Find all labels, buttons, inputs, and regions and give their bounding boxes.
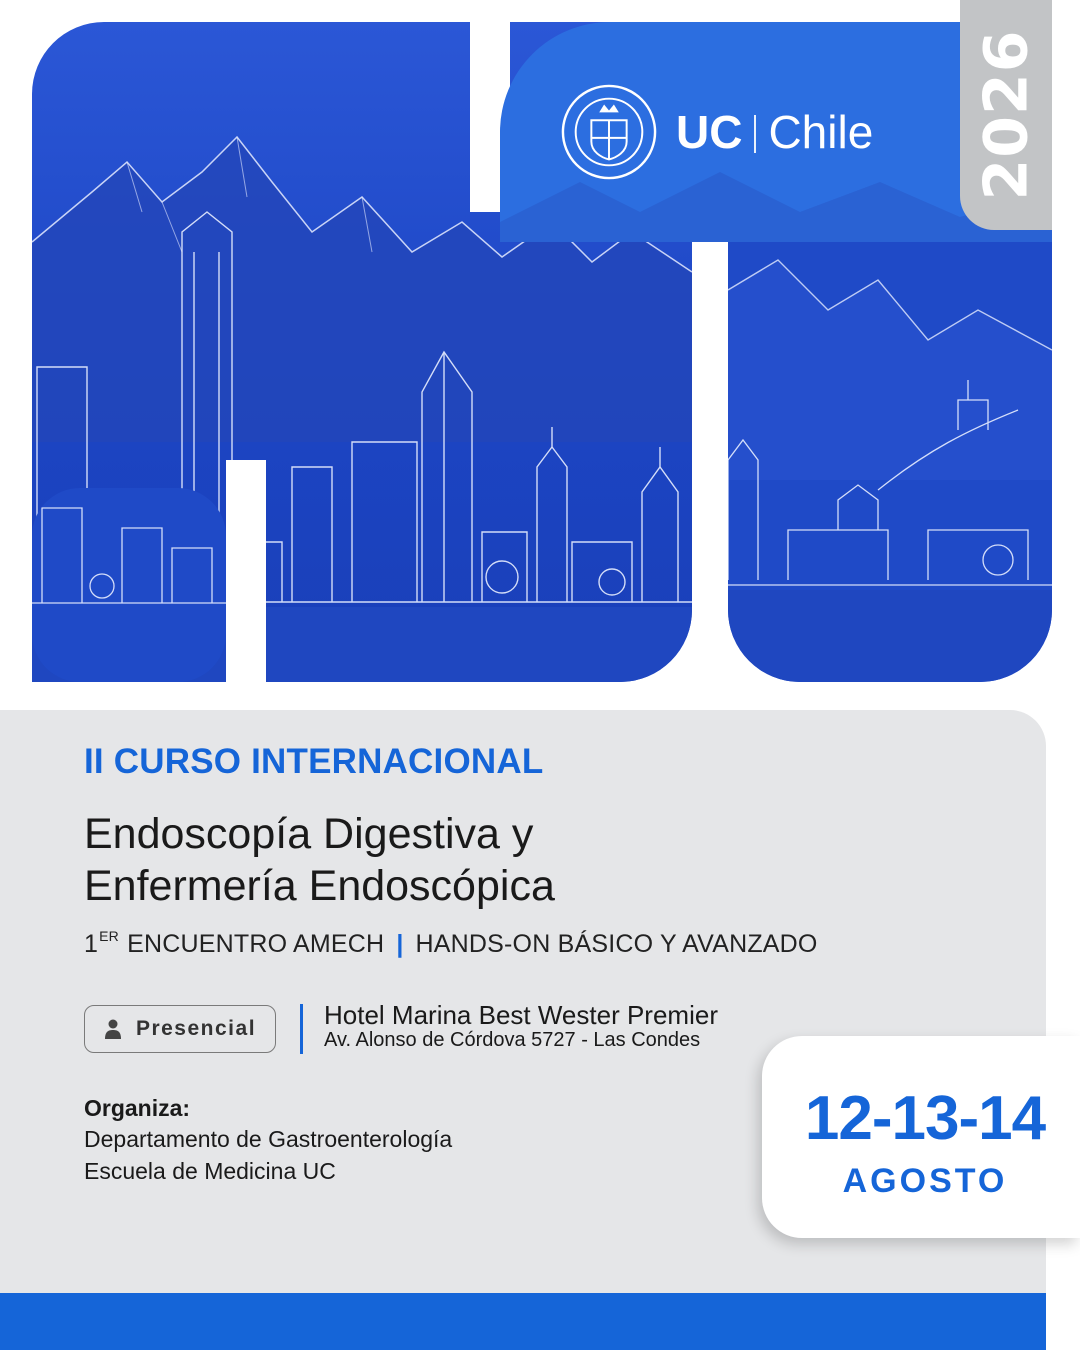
mask [226,460,266,682]
organizer-label: Organiza: [84,1095,191,1121]
course-kicker: II CURSO INTERNACIONAL [84,742,544,781]
organizer-department: Departamento de Gastroenterología [84,1126,453,1152]
venue-divider [300,1004,303,1054]
year-label: 2026 [971,29,1041,201]
skyline-illustration-small [32,488,226,682]
venue-name: Hotel Marina Best Wester Premier [324,1000,718,1030]
encounter-ordinal: ER [99,928,119,944]
brand-wordmark [676,105,873,159]
hands-on-text: HANDS-ON BÁSICO Y AVANZADO [415,930,818,958]
course-title-line2: Enfermería Endoscópica [84,862,555,910]
subtitle-separator: | [396,930,404,958]
brand-uc: UC [676,106,743,158]
encounter-text: ENCUENTRO AMECH [127,930,385,958]
course-title [84,808,784,912]
course-title-line1: Endoscopía Digestiva y [84,810,534,858]
date-days: 12-13-14 [804,1084,1046,1153]
course-subtitle [84,928,818,959]
brand-chile: Chile [768,106,874,158]
encounter-number: 1 [84,930,99,958]
mountain-illustration [728,230,1052,682]
date-month: AGOSTO [842,1162,1008,1200]
year-tab [960,0,1052,230]
brand-separator [754,115,756,153]
organizer-school: Escuela de Medicina UC [84,1158,336,1184]
mode-label: Presencial [135,1017,257,1040]
mode-badge [84,1005,276,1053]
uc-chile-logo [560,50,900,214]
university-seal-icon [560,83,658,181]
date-card [762,1036,1080,1238]
person-icon [104,1019,122,1039]
venue-address: Av. Alonso de Córdova 5727 - Las Condes [324,1029,701,1051]
bottom-accent-bar [0,1293,1046,1350]
